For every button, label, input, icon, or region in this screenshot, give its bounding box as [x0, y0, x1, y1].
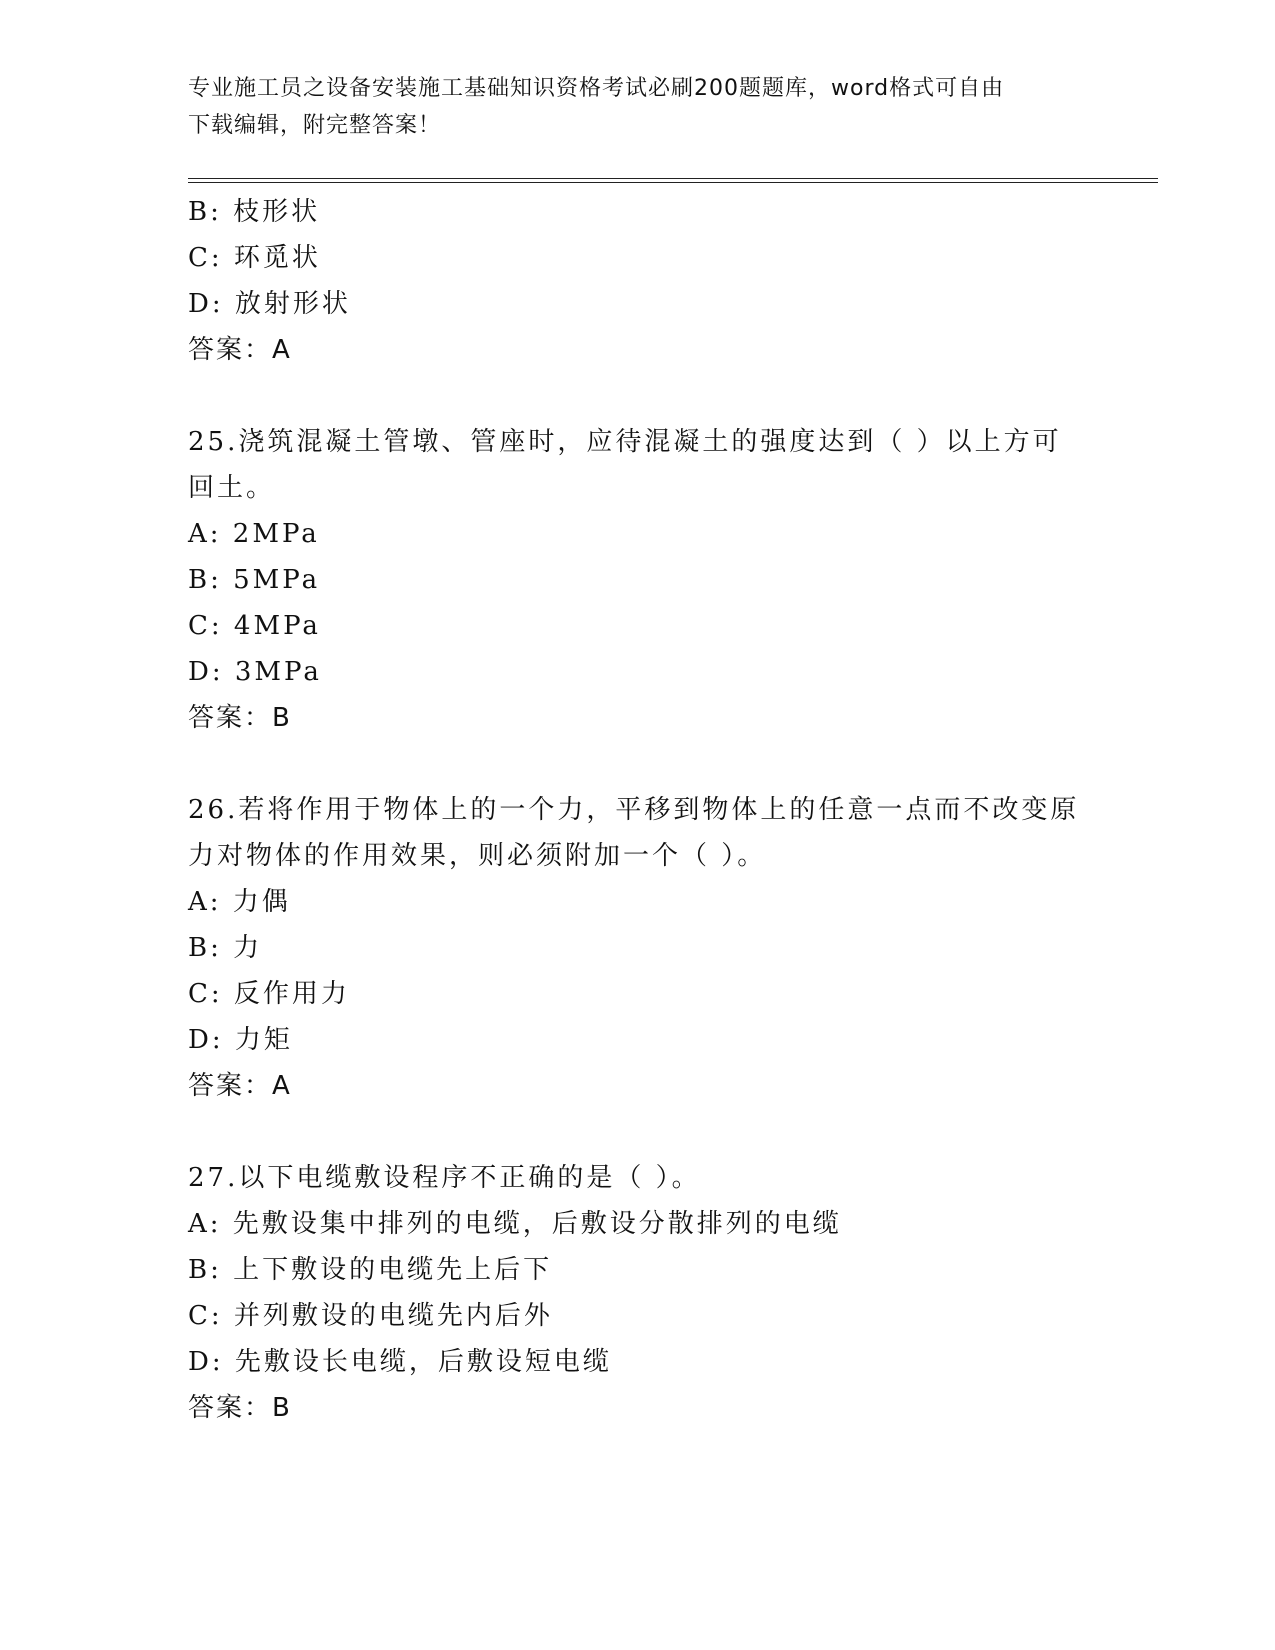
answer-line: 答案：B [188, 1393, 292, 1423]
header-divider-bottom [188, 182, 1158, 183]
option-d: D: 放射形状 [188, 289, 351, 319]
spacer [188, 373, 1108, 419]
spacer [188, 741, 1108, 787]
option-b: B: 力 [188, 933, 263, 963]
question-24-continued [188, 189, 1108, 373]
question-stem: 26.若将作用于物体上的一个力，平移到物体上的任意一点而不改变原 [188, 795, 1080, 825]
option-c: C: 4MPa [188, 611, 321, 641]
question-26 [188, 787, 1108, 1109]
header-line-2: 下载编辑，附完整答案！ [188, 113, 442, 138]
question-stem: 25.浇筑混凝土管墩、管座时，应待混凝土的强度达到（ ）以上方可 [188, 427, 1062, 457]
answer-line: 答案：B [188, 703, 292, 733]
question-stem: 回土。 [188, 473, 276, 503]
header-divider-top [188, 178, 1158, 179]
option-c: C: 并列敷设的电缆先内后外 [188, 1301, 553, 1331]
question-list [188, 189, 1108, 1431]
option-c: C: 环觅状 [188, 243, 321, 273]
question-27 [188, 1155, 1108, 1431]
question-stem: 力对物体的作用效果，则必须附加一个（ ）。 [188, 841, 767, 871]
answer-line: 答案：A [188, 1071, 292, 1101]
option-b: B: 5MPa [188, 565, 321, 595]
option-a: A: 先敷设集中排列的电缆，后敷设分散排列的电缆 [188, 1209, 842, 1239]
option-d: D: 力矩 [188, 1025, 293, 1055]
option-c: C: 反作用力 [188, 979, 350, 1009]
option-d: D: 3MPa [188, 657, 322, 687]
option-a: A: 2MPa [188, 519, 320, 549]
document-header [188, 70, 1068, 144]
header-line-1: 专业施工员之设备安装施工基础知识资格考试必刷200题题库，word格式可自由 [188, 76, 1005, 101]
option-a: A: 力偶 [188, 887, 291, 917]
option-b: B: 上下敷设的电缆先上后下 [188, 1255, 553, 1285]
spacer [188, 1109, 1108, 1155]
option-d: D: 先敷设长电缆，后敷设短电缆 [188, 1347, 612, 1377]
question-25 [188, 419, 1108, 741]
option-b: B: 枝形状 [188, 197, 321, 227]
answer-line: 答案：A [188, 335, 292, 365]
question-stem: 27.以下电缆敷设程序不正确的是（ ）。 [188, 1163, 701, 1193]
